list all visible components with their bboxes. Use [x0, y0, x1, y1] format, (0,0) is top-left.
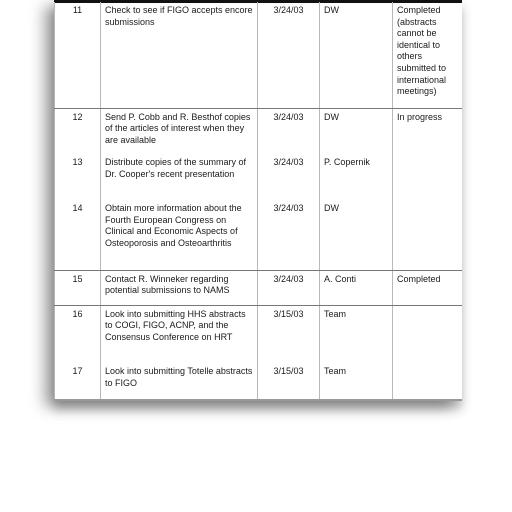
- item-task: Send P. Cobb and R. Besthof copies of the articles of interest when they are available: [101, 108, 258, 154]
- item-status: [393, 305, 463, 363]
- item-task: Obtain more information about the Fourth European Congress on Clinical and Economic Aspects of Osteoporosis and Osteoarthritis: [101, 200, 258, 270]
- item-status: [393, 363, 463, 401]
- item-status: Completed (abstracts cannot be identical to others submitted to international meetings): [393, 2, 463, 108]
- item-date: 3/24/03: [258, 200, 320, 270]
- item-number: 17: [55, 363, 101, 401]
- item-number: 11: [55, 2, 101, 108]
- item-owner: DW: [320, 200, 393, 270]
- table-row: [55, 270, 463, 305]
- table-row: [55, 200, 463, 270]
- item-number: 13: [55, 154, 101, 200]
- item-number: 15: [55, 270, 101, 305]
- table-row: [55, 305, 463, 363]
- item-task: Contact R. Winneker regarding potential submissions to NAMS: [101, 270, 258, 305]
- page-bottom-edge: [54, 399, 462, 401]
- item-date: 3/24/03: [258, 154, 320, 200]
- table-row: [55, 108, 463, 154]
- item-owner: A. Conti: [320, 270, 393, 305]
- item-date: 3/15/03: [258, 305, 320, 363]
- item-status: [393, 154, 463, 200]
- item-owner: Team: [320, 305, 393, 363]
- item-owner: P. Copernik: [320, 154, 393, 200]
- item-date: 3/24/03: [258, 2, 320, 108]
- item-number: 14: [55, 200, 101, 270]
- item-date: 3/15/03: [258, 363, 320, 401]
- table-row: [55, 154, 463, 200]
- table-row: [55, 2, 463, 108]
- document-page: [54, 0, 462, 401]
- item-owner: Team: [320, 363, 393, 401]
- item-date: 3/24/03: [258, 108, 320, 154]
- item-date: 3/24/03: [258, 270, 320, 305]
- item-number: 12: [55, 108, 101, 154]
- action-items-table: [54, 2, 462, 401]
- item-task: Look into submitting Totelle abstracts to FIGO: [101, 363, 258, 401]
- item-owner: DW: [320, 108, 393, 154]
- item-status: [393, 200, 463, 270]
- item-status: In progress: [393, 108, 463, 154]
- item-number: 16: [55, 305, 101, 363]
- item-task: Look into submitting HHS abstracts to COGI, FIGO, ACNP, and the Consensus Conference on HRT: [101, 305, 258, 363]
- table-row: [55, 363, 463, 401]
- item-task: Check to see if FIGO accepts encore submissions: [101, 2, 258, 108]
- item-owner: DW: [320, 2, 393, 108]
- item-status: Completed: [393, 270, 463, 305]
- item-task: Distribute copies of the summary of Dr. Cooper's recent presentation: [101, 154, 258, 200]
